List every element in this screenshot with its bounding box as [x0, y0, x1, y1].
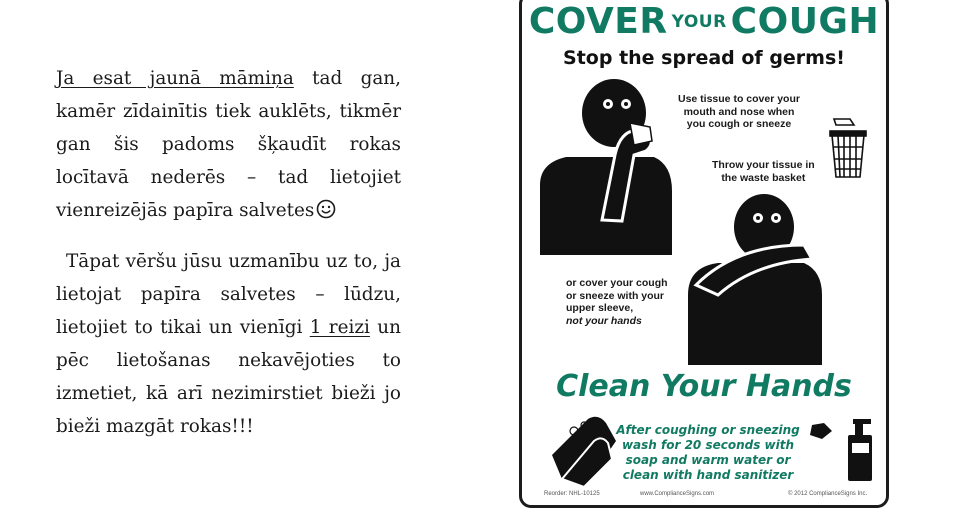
sleeve-person-icon	[688, 194, 822, 365]
clean-hands-heading: Clean Your Hands	[556, 369, 852, 404]
sleeve-caption-italic: not your hands	[566, 314, 642, 327]
tissue-caption-line-0: Use tissue to cover your	[678, 93, 800, 105]
smiley-icon	[316, 199, 336, 219]
p2-tail-2: bieži jo bieži mazgāt rokas!!!	[56, 383, 401, 437]
p1-line-0: tad gan,	[293, 68, 401, 89]
wash-instructions	[608, 423, 808, 483]
basket-caption-line-1: the waste basket	[721, 171, 806, 184]
p1-line-2: tikmēr gan šis padoms šķaudīt	[56, 101, 401, 155]
paragraph-1	[56, 62, 401, 227]
wash-line-1: wash for 20 seconds with	[621, 438, 795, 452]
footer-reorder: Reorder: NHL-10125	[544, 491, 600, 497]
p2-line-3: tikai un vienīgi	[160, 317, 303, 338]
tissue-caption-line-1: mouth and nose when	[683, 105, 795, 118]
basket-caption	[712, 159, 815, 184]
p2-tail-1: izmetiet, kā arī nezimirstiet	[56, 383, 323, 404]
footer-copyright: © 2012 ComplianceSigns Inc.	[788, 491, 868, 497]
title-cough: COUGH	[730, 1, 880, 42]
p2-tail-0: lietošanas nekavējoties to	[116, 350, 401, 371]
letter-text	[56, 62, 401, 443]
tissue-caption	[678, 93, 800, 131]
p1-line-3: rokas locītavā nederēs – tad	[56, 134, 401, 188]
sleeve-caption-line-2: upper sleeve,	[566, 302, 634, 314]
footer-website: www.ComplianceSigns.com	[640, 491, 715, 497]
title-your: YOUR	[671, 12, 727, 32]
hand-washing-icon	[552, 417, 616, 487]
paragraph-2	[56, 245, 401, 443]
poster-subtitle: Stop the spread of germs!	[563, 47, 845, 69]
cover-your-cough-poster	[519, 0, 889, 508]
emphasis-once: 1 reizi	[309, 317, 370, 338]
p1-line-4: lietojiet vienreizējās papīra	[56, 167, 401, 221]
p2-line-1: uz to, ja lietojat papīra	[56, 251, 401, 305]
tissue-person-icon	[540, 79, 672, 255]
sleeve-caption-line-1: or sneeze with your	[566, 289, 665, 302]
p2-line-0: Tāpat vēršu jūsu uzmanību	[66, 251, 320, 272]
p2-after-emphasis: un pēc	[56, 317, 401, 371]
wash-line-0: After coughing or sneezing	[616, 423, 800, 437]
sleeve-caption	[566, 277, 668, 327]
tissue-caption-line-2: you cough or sneeze	[686, 118, 792, 130]
basket-caption-line-0: Throw your tissue in	[712, 159, 815, 171]
wash-line-2: soap and warm water or	[625, 453, 791, 467]
waste-basket-icon	[830, 119, 866, 177]
title-cover: COVER	[528, 1, 668, 42]
p1-line-5: salvetes	[239, 200, 315, 221]
p1-line-1: kamēr zīdainītis tiek auklēts,	[56, 101, 332, 122]
wash-line-3: clean with hand sanitizer	[622, 468, 794, 482]
p2-line-2: salvetes – lūdzu, lietojiet to	[56, 284, 401, 338]
sanitizer-bottle-icon	[810, 419, 872, 481]
underlined-phrase: Ja esat jaunā māmiņa	[56, 68, 294, 89]
sleeve-caption-line-0: or cover your cough	[566, 277, 668, 289]
